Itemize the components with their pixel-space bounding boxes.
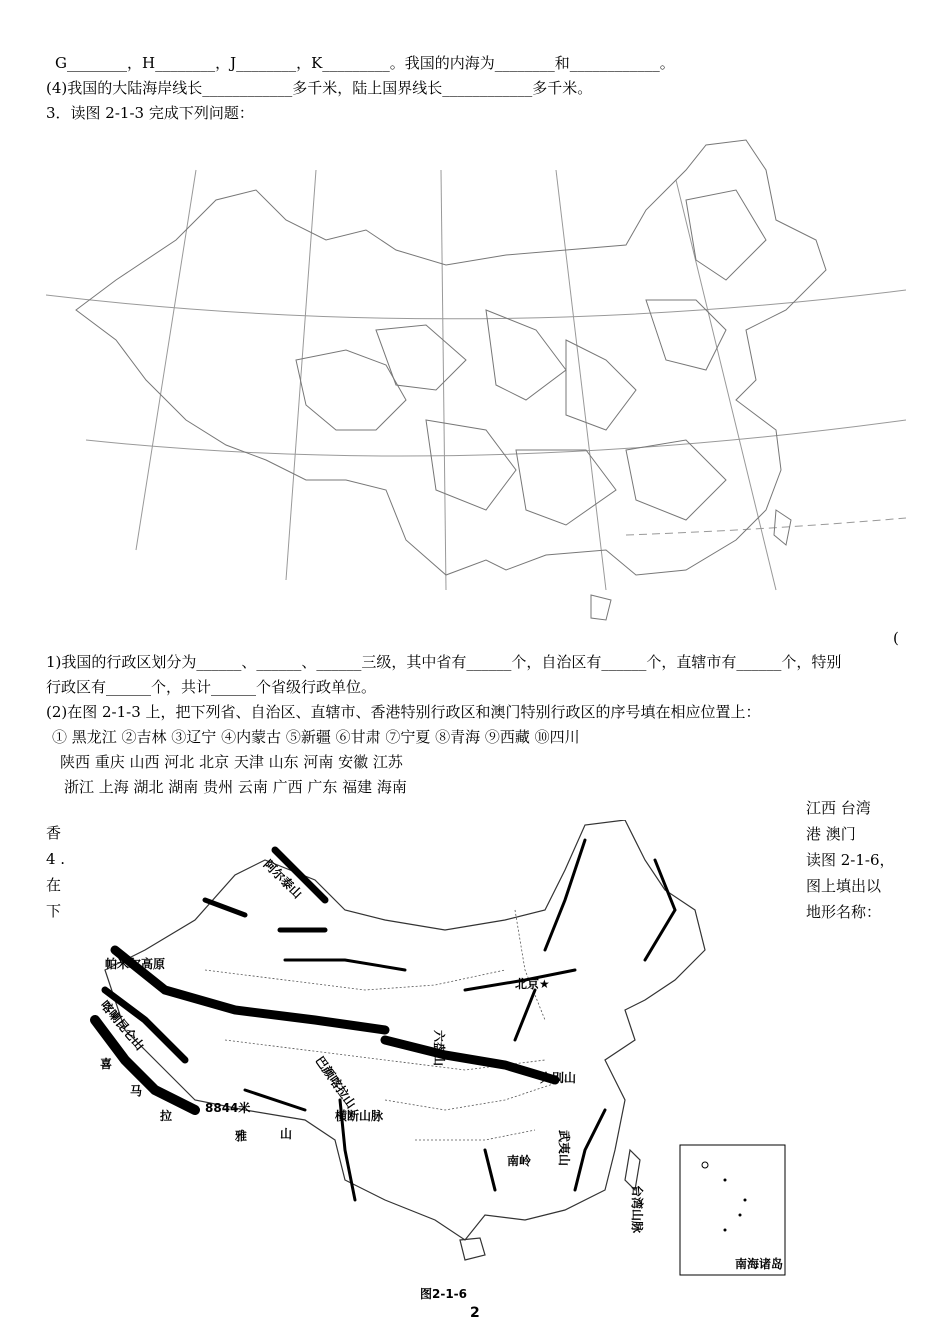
wuyi-range [575, 1110, 605, 1190]
label-taiwan: 台湾山脉 [630, 1185, 644, 1234]
page-number: 2 [470, 1305, 480, 1321]
label-himalaya-3: 拉 [160, 1109, 173, 1123]
hainan-island [460, 1238, 485, 1260]
tianshan-range [205, 900, 325, 930]
label-himalaya-5: 山 [280, 1127, 293, 1141]
text-line-g-h-j-k: G________，H________，J________，K_________。我国的内海为________和____________。 [55, 54, 675, 72]
label-pamir: 帕米尔高原 [105, 957, 166, 971]
taiwan-island [625, 1150, 640, 1190]
label-himalaya-1: 喜 [100, 1057, 113, 1071]
side-left-3: 在 [46, 876, 62, 894]
question2: (2)在图 2-1-3 上，把下列省、自治区、直辖市、香港特别行政区和澳门特别行政区的序号填在相应位置上： [46, 703, 761, 721]
label-himalaya-4: 雅 [235, 1129, 248, 1143]
map-2-1-3 [46, 130, 906, 630]
daxinganling-range [545, 840, 585, 950]
text-line-coastline: (4)我国的大陆海岸线长____________多千米，陆上国界线长____________多千米。 [46, 79, 593, 97]
province-row-3: 浙江 上海 湖北 湖南 贵州 云南 广西 广东 福建 海南 [64, 778, 407, 796]
side-right-1: 江西 台湾 [806, 799, 871, 817]
figure-caption: 图2-1-6 [420, 1287, 468, 1301]
label-dabie: 大别山 [540, 1071, 577, 1085]
side-left-4: 下 [46, 902, 62, 920]
paren-mark: ( [893, 629, 899, 647]
label-himalaya-2: 马 [130, 1084, 143, 1098]
label-nanling: 南岭 [507, 1154, 532, 1168]
label-liupan: 六盘山 [432, 1030, 446, 1067]
label-nanhai: 南海诸岛 [735, 1257, 784, 1271]
china-outline [105, 820, 705, 1240]
label-altai: 阿尔泰山 [260, 857, 305, 902]
map-2-1-6 [85, 820, 795, 1280]
question1-line2: 行政区有______个，共计______个省级行政单位。 [46, 678, 377, 696]
label-bayan: 巴颜喀拉山 [312, 1053, 359, 1111]
province-row-1: ① 黑龙江 ②吉林 ③辽宁 ④内蒙古 ⑤新疆 ⑥甘肃 ⑦宁夏 ⑧青海 ⑨西藏 ⑩四川 [52, 728, 580, 746]
south-sea-inset [680, 1145, 785, 1275]
question1-line1: 1)我国的行政区划分为______、______、______三级，其中省有______个，自治区有______个，直辖市有______个，特别 [46, 653, 842, 671]
side-right-2: 港 澳门 [806, 825, 856, 843]
label-wuyi: 武夷山 [557, 1130, 571, 1167]
label-karakoram: 喀喇昆仑山 [97, 997, 148, 1053]
province-row-2: 陕西 重庆 山西 河北 北京 天津 山东 河南 安徽 江苏 [60, 753, 403, 771]
side-right-4: 图上填出以 [806, 877, 882, 895]
side-right-3: 读图 2-1-6， [806, 851, 895, 869]
changbai-range [645, 860, 675, 960]
label-beijing: 北京★ [515, 977, 550, 991]
side-text-left [46, 820, 65, 924]
label-hengduan: 横断山脉 [335, 1109, 384, 1123]
side-text-right [806, 795, 895, 925]
label-everest: 8844米 [205, 1101, 251, 1115]
qinling-range [385, 1040, 555, 1080]
side-left-1: 香 [46, 824, 62, 842]
taihang-range [515, 990, 535, 1040]
text-line-question3: 3．读图 2-1-3 完成下列问题： [46, 104, 254, 122]
side-right-5: 地形名称： [806, 903, 882, 921]
nanling-range [485, 1150, 495, 1190]
side-left-2: 4 . [46, 850, 66, 868]
